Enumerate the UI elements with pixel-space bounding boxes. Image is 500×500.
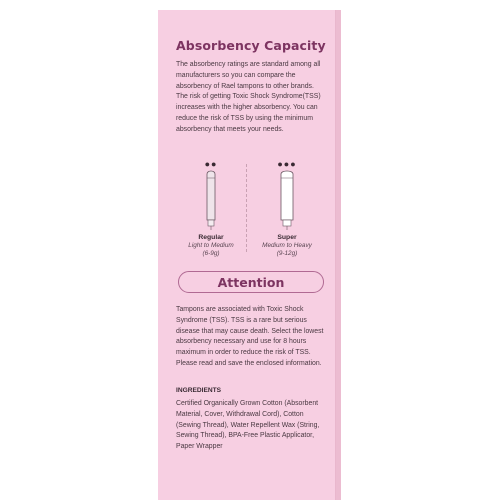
product-name: Regular [198, 234, 224, 241]
product-name: Super [277, 234, 297, 241]
attention-label: Attention [217, 275, 285, 290]
attention-paragraph: Tampons are associated with Toxic Shock Syndrome (TSS). TSS is a rare but serious disease that may cause death. Select the lowest absorbency necessary and use for 8 hours maximum in order to reduce the risk of TSS. Please read and save the enclosed information. [176, 306, 324, 367]
product-weight: (6-9g) [202, 250, 220, 257]
product-regular [176, 158, 246, 257]
ingredients-title: INGREDIENTS [176, 387, 222, 394]
product-divider [246, 164, 247, 252]
product-range: Light to Medium [188, 242, 234, 249]
drops-icon: ●● [204, 159, 218, 169]
product-comparison [176, 158, 326, 263]
drops-icon: ●●● [277, 159, 297, 169]
product-weight: (9-12g) [276, 250, 298, 257]
tampon-regular-icon [176, 170, 246, 230]
ingredients-text: Certified Organically Grown Cotton (Absorbent Material, Cover, Withdrawal Cord), Cotton (Sewing Thread), Water Repellent Wax (String, Sewing Thread), BPA-Free Plastic Applicator, Paper Wrapper [176, 400, 320, 451]
absorbency-paragraph: The absorbency ratings are standard among all manufacturers so you can compare the absorbency of Rael tampons to other brands. The risk of getting Toxic Shock Syndrome(TSS) increases with the higher absorbency. You can reduce the risk of TSS by using the minimum absorbency that meets your needs. [176, 61, 321, 133]
absorbency-heading: Absorbency Capacity [176, 38, 326, 53]
product-box-side [336, 10, 341, 500]
attention-badge [178, 271, 324, 293]
product-super [252, 158, 322, 257]
product-range: Medium to Heavy [262, 242, 312, 249]
tampon-super-icon [252, 170, 322, 230]
